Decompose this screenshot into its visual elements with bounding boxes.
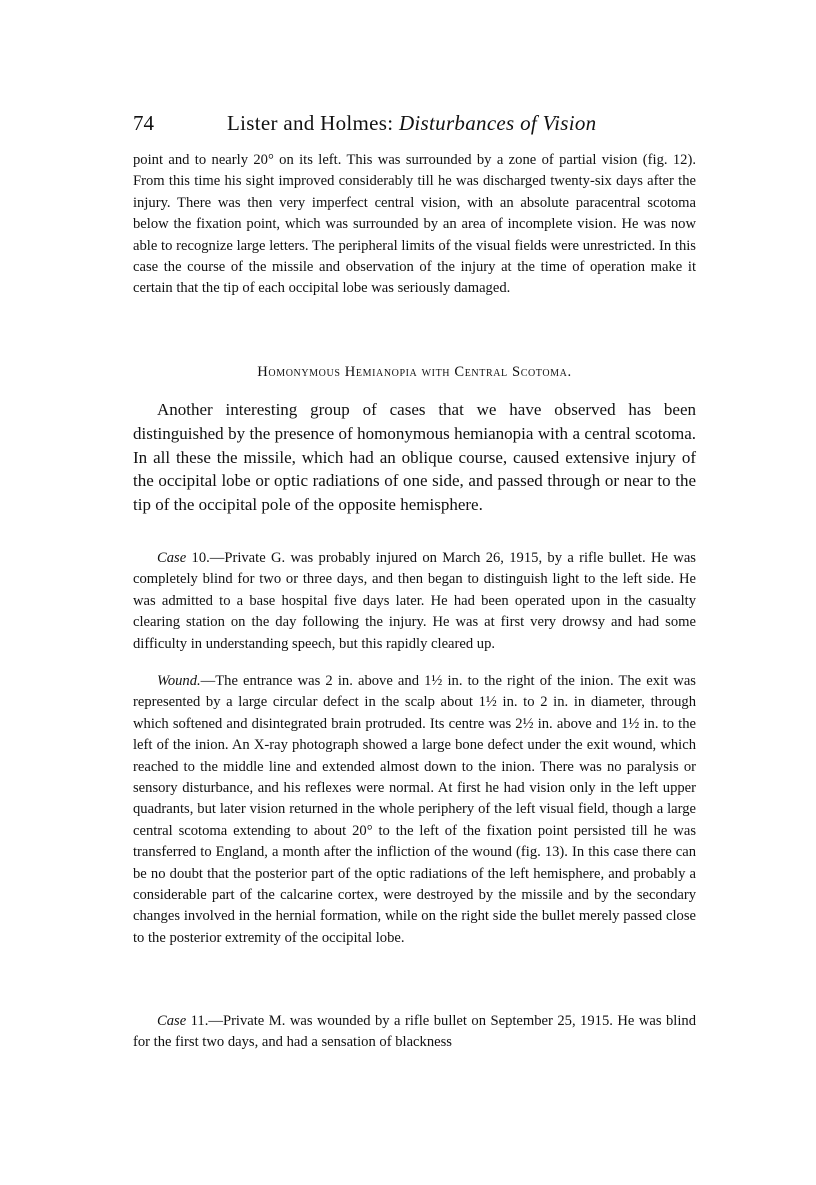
paragraph-case-10 [133, 548, 696, 655]
paragraph-intro: Another interesting group of cases that we have observed has been distinguished by the presence of homonymous hemianopia with a central scotoma. In all these the missile, which had an oblique course, caused extensive injury of the occipital lobe or optic radiations of one side, and passed through or near to the tip of the occipital pole of the opposite hemisphere. [133, 400, 696, 515]
case-10-text: 10.—Private G. was probably injured on March 26, 1915, by a rifle bullet. He was completely blind for two or three days, and then began to distinguish light to the left side. He was admitted to a base hospital five days later. He had been operated upon in the casualty clearing station on the day following the injury. He was at first very drowsy and had some difficulty in understanding speech, but this rapidly cleared up. [133, 550, 696, 652]
wound-text: —The entrance was 2 in. above and 1½ in. to the right of the inion. The exit was represented by a large circular defect in the scalp about 1½ in. to 2 in. in diameter, through which softened and disintegrated brain protruded. Its centre was 2½ in. above and 1½ in. to the left of the inion. An X-ray photograph showed a large bone defect under the exit wound, which reached to the middle line and extended almost down to the inion. There was no paralysis or sensory disturbance, and his reflexes were normal. At first he had vision only in the left upper quadrants, but later vision returned in the whole periphery of the left visual field, though a large central scotoma extending to about 20° to the left of the fixation point persisted till he was transferred to England, a month after the infliction of the wound (fig. 13). In this case there can be no doubt that the posterior part of the optic radiations of the left hemisphere, and probably a considerable part of the calcarine cortex, were destroyed by the missile and by the secondary changes involved in the hernial formation, while on the right side the bullet merely passed close to the posterior extremity of the occipital lobe. [133, 673, 696, 946]
case-label: Case [157, 550, 187, 566]
paragraph-case-11 [133, 1011, 696, 1054]
header-title: Disturbances of Vision [398, 111, 597, 135]
header-authors: Lister and Holmes: [227, 111, 394, 135]
paragraph-case-continuation: point and to nearly 20° on its left. This was surrounded by a zone of partial vision (fig. 12). From this time his sight improved considerably till he was discharged twenty-six days after the injury. There was then very imperfect central vision, with an absolute paracentral scotoma below the fixation point, which was surrounded by an area of incomplete vision. He was now able to recognize large letters. The peripheral limits of the visual fields were unrestricted. In this case the course of the missile and observation of the injury at the time of operation make it certain that the tip of each occipital lobe was seriously damaged. [133, 152, 696, 297]
case-11-text: 11.—Private M. was wounded by a rifle bullet on September 25, 1915. He was blind for the first two days, and had a sensation of blackness [133, 1013, 696, 1051]
section-heading: Homonymous Hemianopia with Central Scotoma. [257, 364, 572, 380]
case-label: Case [157, 1013, 187, 1029]
running-header [133, 111, 693, 141]
wound-label: Wound. [157, 673, 201, 689]
paragraph-wound [133, 671, 696, 949]
page-number: 74 [133, 111, 154, 135]
running-title [227, 111, 596, 136]
